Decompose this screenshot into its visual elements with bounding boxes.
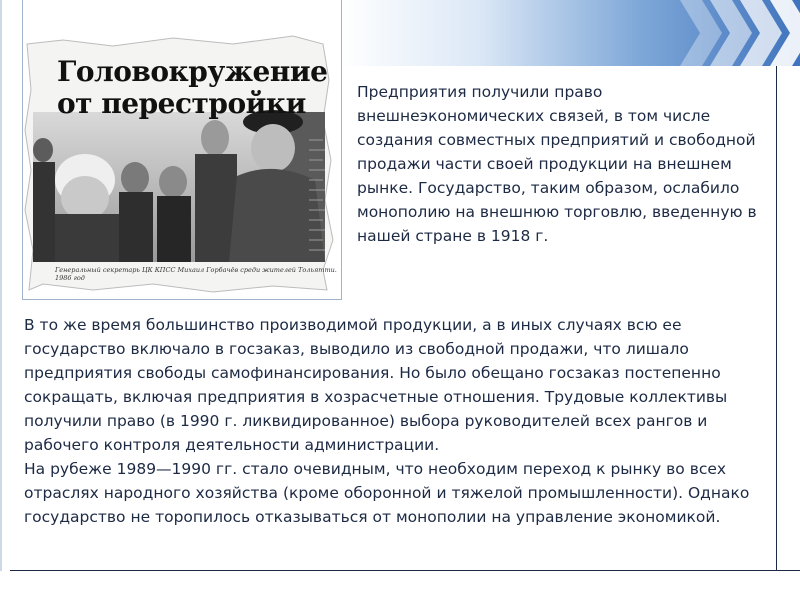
paragraph-top-text: Предприятия получили право внешнеэкономических связей, в том числе создания совместных предприятий и свободной продажи части своей продукции на внешнем рынке. Государство, таким образом, ослабило монополию на внешнюю торговлю, введенную в нашей стране в 1918 г. — [357, 83, 757, 245]
paragraph-main-text-2: На рубеже 1989—1990 гг. стало очевидным, что необходим переход к рынку во всех отраслях народного хозяйства (кроме оборонной и тяжелой промышленности). Однако государство не торопилось отказываться от монополии на управление экономикой. — [24, 460, 750, 526]
slide-left-edge — [0, 0, 2, 600]
headline-line-1: Головокружение — [57, 55, 328, 88]
paragraph-main-text-1: В то же время большинство производимой продукции, а в иных случаях всю ее государство включало в госзаказ, выводило из свободной продажи, что лишало предприятия свободы самофинансирования. Но было обещано госзаказ постепенно сокращать, включая предприятия в хозрасчетные отношения. Трудовые коллективы получили право (в 1990 г. ликвидированное) выбора руководителей всех рангов и рабочего контроля деятельности администрации. — [24, 316, 728, 454]
newspaper-photo-image — [23, 0, 341, 299]
bottom-strip — [0, 571, 800, 600]
paragraph-top — [357, 80, 769, 248]
newspaper-clipping-frame — [22, 0, 342, 300]
paragraph-main — [24, 313, 774, 529]
chevron-decoration-icon — [680, 0, 800, 66]
photo-caption: Генеральный секретарь ЦК КПСС Михаил Горбачёв среди жителей Тольятти. 1986 год — [55, 266, 337, 282]
headline-line-2: от перестройки — [57, 87, 306, 120]
newspaper-headline — [57, 56, 327, 120]
